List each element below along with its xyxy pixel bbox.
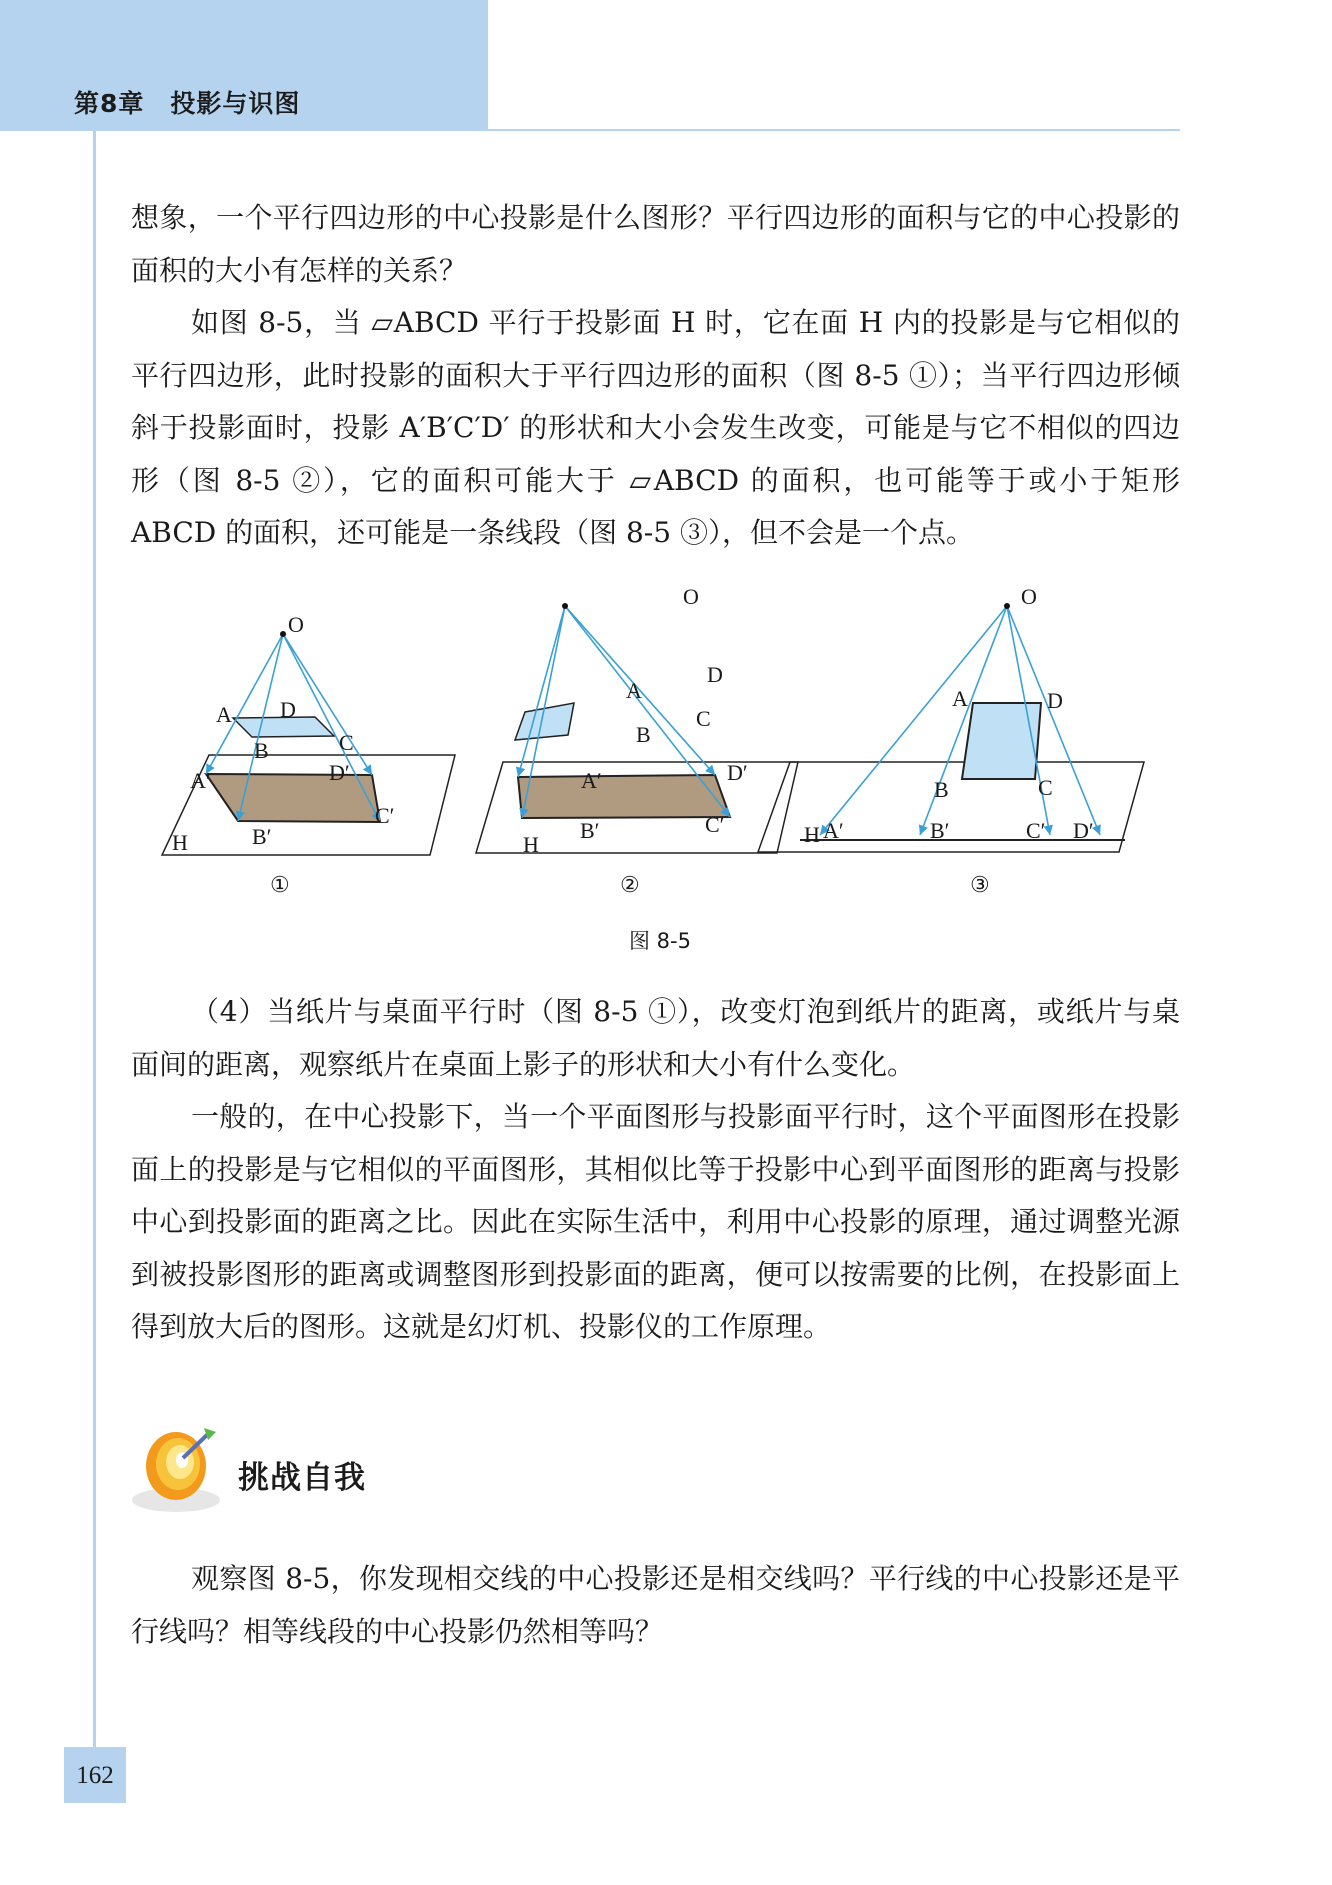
label-c1-2: C′ (705, 812, 725, 837)
target-icon (128, 1418, 228, 1518)
label-c-3: C (1038, 775, 1053, 800)
label-h-2: H (523, 832, 539, 857)
label-h-3: H (804, 822, 820, 847)
chapter-number: 第8章 (74, 89, 145, 118)
label-d-3: D (1047, 688, 1063, 713)
label-b-2: B (636, 722, 651, 747)
chapter-header (74, 84, 300, 120)
paper-3 (962, 703, 1041, 779)
paragraph-3: （4）当纸片与桌面平行时（图 8-5 ①），改变灯泡到纸片的距离，或纸片与桌面间的距离，观察纸片在桌面上影子的形状和大小有什么变化。 (131, 995, 1180, 1081)
paragraph-4: 一般的，在中心投影下，当一个平面图形与投影面平行时，这个平面图形在投影面上的投影是与它相似的平面图形，其相似比等于投影中心到平面图形的距离与投影中心到投影面的距离之比。因此在实际生活中，利用中心投影的原理，通过调整光源到被投影图形的距离或调整图形到投影面的距离，便可以按需要的比例，在投影面上得到放大后的图形。这就是幻灯机、投影仪的工作原理。 (131, 1100, 1180, 1344)
label-d-2: D (707, 662, 723, 687)
label-b1-2: B′ (580, 818, 600, 843)
label-c1-3: C′ (1026, 818, 1046, 843)
figure-8-5 (140, 570, 1160, 930)
label-a1-3: A′ (823, 818, 844, 843)
label-a-2: A (626, 678, 642, 703)
diagram-3 (758, 603, 1144, 852)
label-a1-1: A′ (190, 768, 211, 793)
label-d1-2: D′ (727, 760, 748, 785)
chapter-title: 投影与识图 (170, 89, 301, 118)
label-a1-2: A′ (581, 768, 602, 793)
page-number: 162 (64, 1747, 126, 1803)
paragraph-2: 如图 8-5，当 ▱ABCD 平行于投影面 H 时，它在面 H 内的投影是与它相似的平行四边形，此时投影的面积大于平行四边形的面积（图 8-5 ①）；当平行四边形倾斜于投影面时，投影 A′B′C′D′ 的形状和大小会发生改变，可能是与它不相似的四边形（图 8-5 ②），它的面积可能大于 ▱ABCD 的面积，也可能等于或小于矩形 ABCD 的面积，还可能是一条线段（图 8-5 ③），但不会是一个点。 (131, 306, 1180, 550)
sublabel-1: ① (270, 872, 290, 897)
label-c-2: C (696, 706, 711, 731)
challenge-title: 挑战自我 (238, 1460, 366, 1496)
shadow-2 (518, 775, 730, 818)
label-b1-1: B′ (252, 824, 272, 849)
shadow-1 (206, 774, 380, 822)
label-d-1: D (280, 697, 296, 722)
figure-caption: 图 8-5 (629, 929, 691, 953)
label-b1-3: B′ (930, 818, 950, 843)
sublabel-2: ② (620, 872, 640, 897)
label-c-1: C (339, 730, 354, 755)
label-o-1: O (288, 612, 304, 637)
sublabel-3: ③ (970, 872, 990, 897)
label-o-2: O (683, 584, 699, 609)
label-d1-1: D′ (329, 760, 350, 785)
diagram-1 (162, 631, 455, 855)
label-a-3: A (952, 686, 968, 711)
label-o-3: O (1021, 584, 1037, 609)
label-a-1: A (216, 702, 232, 727)
label-b-3: B (934, 777, 949, 802)
label-c1-1: C′ (375, 803, 395, 828)
paragraph-1: 想象，一个平行四边形的中心投影是什么图形？平行四边形的面积与它的中心投影的面积的大小有怎样的关系？ (131, 201, 1180, 287)
paragraph-5: 观察图 8-5，你发现相交线的中心投影还是相交线吗？平行线的中心投影还是平行线吗？相等线段的中心投影仍然相等吗？ (131, 1562, 1180, 1648)
label-d1-3: D′ (1073, 818, 1094, 843)
margin-rule (93, 131, 96, 1771)
label-b-1: B (254, 738, 269, 763)
label-h-1: H (172, 830, 188, 855)
header-rule (488, 129, 1180, 131)
